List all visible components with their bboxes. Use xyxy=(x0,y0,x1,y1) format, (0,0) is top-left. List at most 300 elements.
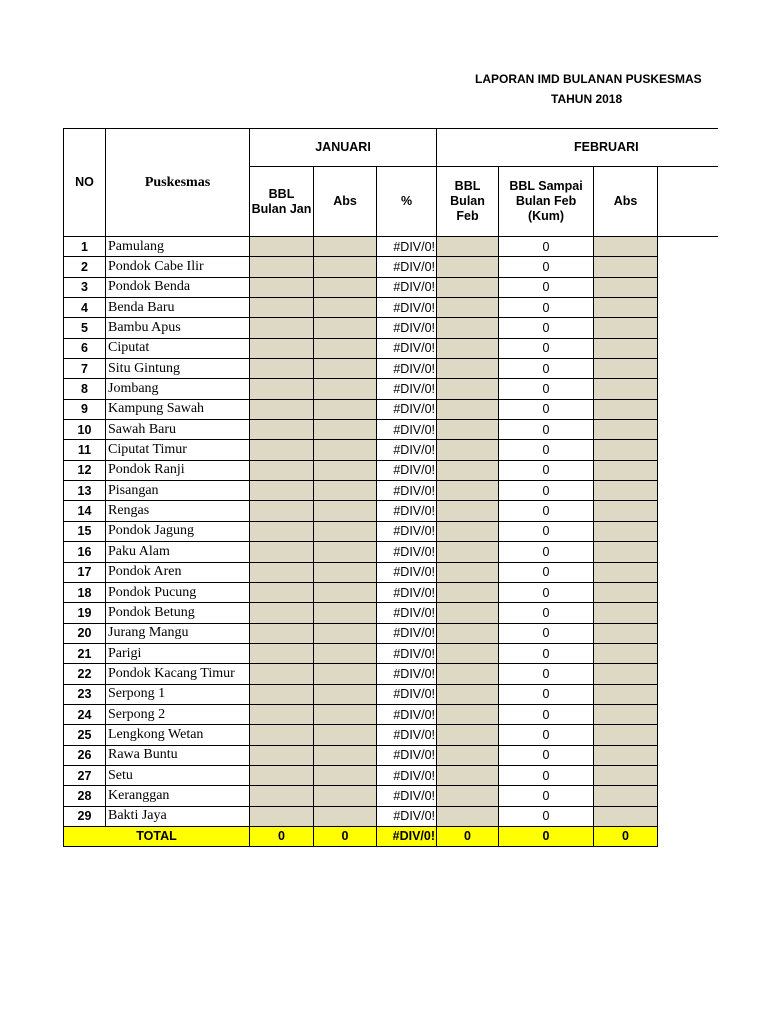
row-next-col[interactable] xyxy=(658,460,718,480)
row-puskesmas-name[interactable]: Pondok Pucung xyxy=(106,582,250,602)
row-abs-jan-input[interactable] xyxy=(314,318,377,338)
table-row xyxy=(64,643,718,663)
row-next-col[interactable] xyxy=(658,501,718,521)
row-bbl-feb-kum[interactable]: 0 xyxy=(499,643,594,663)
row-puskesmas-name[interactable]: Pamulang xyxy=(106,237,250,257)
row-pct-jan[interactable]: #DIV/0! xyxy=(377,684,437,704)
row-puskesmas-name[interactable]: Pondok Ranji xyxy=(106,460,250,480)
row-next-col[interactable] xyxy=(658,277,718,297)
row-bbl-feb-kum[interactable]: 0 xyxy=(499,359,594,379)
row-bbl-feb-input[interactable] xyxy=(437,379,499,399)
row-bbl-feb-kum[interactable]: 0 xyxy=(499,501,594,521)
row-bbl-feb-kum[interactable]: 0 xyxy=(499,765,594,785)
row-next-col[interactable] xyxy=(658,237,718,257)
row-abs-jan-input[interactable] xyxy=(314,298,377,318)
row-bbl-feb-input[interactable] xyxy=(437,745,499,765)
row-no[interactable]: 26 xyxy=(64,745,106,765)
row-abs-jan-input[interactable] xyxy=(314,684,377,704)
row-next-col[interactable] xyxy=(658,725,718,745)
row-pct-jan[interactable]: #DIV/0! xyxy=(377,460,437,480)
row-puskesmas-name[interactable]: Pondok Aren xyxy=(106,562,250,582)
row-abs-jan-input[interactable] xyxy=(314,704,377,724)
row-bbl-jan-input[interactable] xyxy=(250,237,314,257)
row-pct-jan[interactable]: #DIV/0! xyxy=(377,603,437,623)
row-bbl-jan-input[interactable] xyxy=(250,623,314,643)
row-bbl-feb-input[interactable] xyxy=(437,765,499,785)
row-pct-jan[interactable]: #DIV/0! xyxy=(377,664,437,684)
row-bbl-feb-kum[interactable]: 0 xyxy=(499,521,594,541)
table-row xyxy=(64,765,718,785)
row-abs-jan-input[interactable] xyxy=(314,338,377,358)
row-pct-jan[interactable]: #DIV/0! xyxy=(377,725,437,745)
row-pct-jan[interactable]: #DIV/0! xyxy=(377,582,437,602)
row-puskesmas-name[interactable]: Serpong 1 xyxy=(106,684,250,704)
row-abs-jan-input[interactable] xyxy=(314,603,377,623)
row-abs-feb-input[interactable] xyxy=(594,684,658,704)
row-no[interactable]: 22 xyxy=(64,664,106,684)
table-row xyxy=(64,542,718,562)
row-abs-feb-input[interactable] xyxy=(594,725,658,745)
row-puskesmas-name[interactable]: Pisangan xyxy=(106,481,250,501)
row-no[interactable]: 13 xyxy=(64,481,106,501)
row-abs-jan-input[interactable] xyxy=(314,664,377,684)
row-puskesmas-name[interactable]: Jombang xyxy=(106,379,250,399)
row-bbl-feb-input[interactable] xyxy=(437,725,499,745)
report-title: LAPORAN IMD BULANAN PUSKESMAS xyxy=(475,72,702,86)
row-next-col[interactable] xyxy=(658,399,718,419)
row-next-col[interactable] xyxy=(658,623,718,643)
row-no[interactable]: 28 xyxy=(64,786,106,806)
row-no[interactable]: 18 xyxy=(64,582,106,602)
header-puskesmas: Puskesmas xyxy=(106,129,250,237)
row-bbl-feb-input[interactable] xyxy=(437,704,499,724)
row-next-col[interactable] xyxy=(658,359,718,379)
row-next-col[interactable] xyxy=(658,582,718,602)
row-bbl-feb-kum[interactable]: 0 xyxy=(499,338,594,358)
row-puskesmas-name[interactable]: Kampung Sawah xyxy=(106,399,250,419)
row-next-col[interactable] xyxy=(658,562,718,582)
row-no[interactable]: 3 xyxy=(64,277,106,297)
row-bbl-feb-input[interactable] xyxy=(437,603,499,623)
row-abs-feb-input[interactable] xyxy=(594,643,658,663)
row-next-col[interactable] xyxy=(658,420,718,440)
total-abs-feb[interactable]: 0 xyxy=(594,826,658,846)
row-abs-feb-input[interactable] xyxy=(594,318,658,338)
row-pct-jan[interactable]: #DIV/0! xyxy=(377,257,437,277)
row-pct-jan[interactable]: #DIV/0! xyxy=(377,623,437,643)
row-pct-jan[interactable]: #DIV/0! xyxy=(377,379,437,399)
row-bbl-jan-input[interactable] xyxy=(250,501,314,521)
row-bbl-jan-input[interactable] xyxy=(250,643,314,663)
row-bbl-feb-kum[interactable]: 0 xyxy=(499,582,594,602)
row-bbl-feb-input[interactable] xyxy=(437,643,499,663)
row-bbl-feb-kum[interactable]: 0 xyxy=(499,725,594,745)
row-pct-jan[interactable]: #DIV/0! xyxy=(377,399,437,419)
row-bbl-jan-input[interactable] xyxy=(250,542,314,562)
row-puskesmas-name[interactable]: Setu xyxy=(106,765,250,785)
row-abs-jan-input[interactable] xyxy=(314,765,377,785)
row-abs-feb-input[interactable] xyxy=(594,582,658,602)
header-bbl-feb: BBL Bulan Feb xyxy=(437,167,499,237)
row-abs-jan-input[interactable] xyxy=(314,237,377,257)
row-puskesmas-name[interactable]: Rengas xyxy=(106,501,250,521)
row-no[interactable]: 20 xyxy=(64,623,106,643)
row-pct-jan[interactable]: #DIV/0! xyxy=(377,806,437,826)
row-bbl-feb-input[interactable] xyxy=(437,481,499,501)
row-bbl-feb-kum[interactable]: 0 xyxy=(499,237,594,257)
row-next-col[interactable] xyxy=(658,765,718,785)
header-februari: FEBRUARI xyxy=(437,129,718,167)
header-no: NO xyxy=(64,129,106,237)
row-puskesmas-name[interactable]: Pondok Betung xyxy=(106,603,250,623)
row-bbl-feb-input[interactable] xyxy=(437,420,499,440)
row-bbl-jan-input[interactable] xyxy=(250,359,314,379)
row-abs-feb-input[interactable] xyxy=(594,806,658,826)
row-puskesmas-name[interactable]: Ciputat xyxy=(106,338,250,358)
row-abs-jan-input[interactable] xyxy=(314,786,377,806)
row-no[interactable]: 1 xyxy=(64,237,106,257)
row-next-col[interactable] xyxy=(658,481,718,501)
row-pct-jan[interactable]: #DIV/0! xyxy=(377,501,437,521)
row-abs-jan-input[interactable] xyxy=(314,481,377,501)
row-bbl-feb-kum[interactable]: 0 xyxy=(499,562,594,582)
row-pct-jan[interactable]: #DIV/0! xyxy=(377,481,437,501)
row-bbl-feb-kum[interactable]: 0 xyxy=(499,542,594,562)
row-no[interactable]: 12 xyxy=(64,460,106,480)
row-puskesmas-name[interactable]: Bakti Jaya xyxy=(106,806,250,826)
table-row xyxy=(64,298,718,318)
row-abs-feb-input[interactable] xyxy=(594,623,658,643)
row-abs-jan-input[interactable] xyxy=(314,643,377,663)
row-abs-jan-input[interactable] xyxy=(314,277,377,297)
row-next-col[interactable] xyxy=(658,379,718,399)
row-bbl-feb-kum[interactable]: 0 xyxy=(499,786,594,806)
row-bbl-jan-input[interactable] xyxy=(250,298,314,318)
row-no[interactable]: 2 xyxy=(64,257,106,277)
row-bbl-jan-input[interactable] xyxy=(250,582,314,602)
table-row xyxy=(64,623,718,643)
row-bbl-feb-input[interactable] xyxy=(437,786,499,806)
row-no[interactable]: 14 xyxy=(64,501,106,521)
row-bbl-feb-kum[interactable]: 0 xyxy=(499,318,594,338)
row-abs-feb-input[interactable] xyxy=(594,664,658,684)
row-bbl-jan-input[interactable] xyxy=(250,420,314,440)
row-next-col[interactable] xyxy=(658,298,718,318)
row-next-col[interactable] xyxy=(658,257,718,277)
row-pct-jan[interactable]: #DIV/0! xyxy=(377,704,437,724)
row-next-col[interactable] xyxy=(658,806,718,826)
table-row xyxy=(64,786,718,806)
row-bbl-feb-input[interactable] xyxy=(437,664,499,684)
row-no[interactable]: 16 xyxy=(64,542,106,562)
row-pct-jan[interactable]: #DIV/0! xyxy=(377,237,437,257)
row-no[interactable]: 4 xyxy=(64,298,106,318)
row-bbl-jan-input[interactable] xyxy=(250,257,314,277)
row-pct-jan[interactable]: #DIV/0! xyxy=(377,765,437,785)
row-bbl-feb-kum[interactable]: 0 xyxy=(499,277,594,297)
row-no[interactable]: 5 xyxy=(64,318,106,338)
row-no[interactable]: 23 xyxy=(64,684,106,704)
table-row xyxy=(64,359,718,379)
table-row xyxy=(64,277,718,297)
row-pct-jan[interactable]: #DIV/0! xyxy=(377,277,437,297)
table-row xyxy=(64,501,718,521)
row-bbl-feb-input[interactable] xyxy=(437,359,499,379)
row-no[interactable]: 15 xyxy=(64,521,106,541)
total-abs-jan[interactable]: 0 xyxy=(314,826,377,846)
row-no[interactable]: 7 xyxy=(64,359,106,379)
row-bbl-feb-kum[interactable]: 0 xyxy=(499,745,594,765)
row-bbl-feb-input[interactable] xyxy=(437,277,499,297)
row-abs-jan-input[interactable] xyxy=(314,420,377,440)
row-bbl-jan-input[interactable] xyxy=(250,379,314,399)
total-pct-jan[interactable]: #DIV/0! xyxy=(377,826,437,846)
row-puskesmas-name[interactable]: Serpong 2 xyxy=(106,704,250,724)
row-bbl-feb-input[interactable] xyxy=(437,684,499,704)
row-abs-jan-input[interactable] xyxy=(314,725,377,745)
row-pct-jan[interactable]: #DIV/0! xyxy=(377,298,437,318)
table-row xyxy=(64,603,718,623)
row-puskesmas-name[interactable]: Pondok Jagung xyxy=(106,521,250,541)
row-bbl-jan-input[interactable] xyxy=(250,664,314,684)
row-pct-jan[interactable]: #DIV/0! xyxy=(377,318,437,338)
row-bbl-feb-input[interactable] xyxy=(437,806,499,826)
row-abs-jan-input[interactable] xyxy=(314,562,377,582)
row-bbl-jan-input[interactable] xyxy=(250,277,314,297)
row-pct-jan[interactable]: #DIV/0! xyxy=(377,338,437,358)
row-abs-feb-input[interactable] xyxy=(594,501,658,521)
total-next-col xyxy=(658,826,718,846)
row-pct-jan[interactable]: #DIV/0! xyxy=(377,786,437,806)
table-row xyxy=(64,521,718,541)
row-bbl-feb-input[interactable] xyxy=(437,521,499,541)
row-abs-feb-input[interactable] xyxy=(594,379,658,399)
row-bbl-jan-input[interactable] xyxy=(250,806,314,826)
row-abs-feb-input[interactable] xyxy=(594,460,658,480)
row-no[interactable]: 27 xyxy=(64,765,106,785)
row-no[interactable]: 17 xyxy=(64,562,106,582)
row-puskesmas-name[interactable]: Pondok Cabe Ilir xyxy=(106,257,250,277)
row-pct-jan[interactable]: #DIV/0! xyxy=(377,420,437,440)
row-bbl-feb-kum[interactable]: 0 xyxy=(499,603,594,623)
total-row xyxy=(64,826,718,846)
report-year: TAHUN 2018 xyxy=(551,92,623,106)
row-pct-jan[interactable]: #DIV/0! xyxy=(377,440,437,460)
row-next-col[interactable] xyxy=(658,542,718,562)
row-bbl-jan-input[interactable] xyxy=(250,765,314,785)
row-abs-jan-input[interactable] xyxy=(314,379,377,399)
row-bbl-feb-input[interactable] xyxy=(437,460,499,480)
row-bbl-feb-input[interactable] xyxy=(437,399,499,419)
row-puskesmas-name[interactable]: Pondok Benda xyxy=(106,277,250,297)
row-bbl-feb-input[interactable] xyxy=(437,623,499,643)
row-bbl-jan-input[interactable] xyxy=(250,481,314,501)
row-bbl-feb-input[interactable] xyxy=(437,298,499,318)
table-row xyxy=(64,379,718,399)
row-next-col[interactable] xyxy=(658,440,718,460)
row-bbl-jan-input[interactable] xyxy=(250,460,314,480)
row-no[interactable]: 11 xyxy=(64,440,106,460)
row-abs-jan-input[interactable] xyxy=(314,440,377,460)
row-abs-jan-input[interactable] xyxy=(314,257,377,277)
row-bbl-feb-kum[interactable]: 0 xyxy=(499,460,594,480)
total-bbl-feb-kum[interactable]: 0 xyxy=(499,826,594,846)
row-puskesmas-name[interactable]: Situ Gintung xyxy=(106,359,250,379)
row-no[interactable]: 8 xyxy=(64,379,106,399)
row-bbl-feb-input[interactable] xyxy=(437,338,499,358)
row-bbl-feb-kum[interactable]: 0 xyxy=(499,379,594,399)
row-pct-jan[interactable]: #DIV/0! xyxy=(377,643,437,663)
row-no[interactable]: 24 xyxy=(64,704,106,724)
row-no[interactable]: 19 xyxy=(64,603,106,623)
row-bbl-feb-input[interactable] xyxy=(437,582,499,602)
row-abs-feb-input[interactable] xyxy=(594,704,658,724)
table-row xyxy=(64,664,718,684)
row-bbl-feb-kum[interactable]: 0 xyxy=(499,420,594,440)
row-bbl-jan-input[interactable] xyxy=(250,704,314,724)
row-abs-feb-input[interactable] xyxy=(594,562,658,582)
row-next-col[interactable] xyxy=(658,684,718,704)
row-bbl-jan-input[interactable] xyxy=(250,399,314,419)
row-next-col[interactable] xyxy=(658,643,718,663)
row-bbl-feb-kum[interactable]: 0 xyxy=(499,440,594,460)
header-abs-jan: Abs xyxy=(314,167,377,237)
row-pct-jan[interactable]: #DIV/0! xyxy=(377,745,437,765)
row-no[interactable]: 6 xyxy=(64,338,106,358)
row-no[interactable]: 29 xyxy=(64,806,106,826)
row-abs-feb-input[interactable] xyxy=(594,237,658,257)
row-abs-jan-input[interactable] xyxy=(314,460,377,480)
row-abs-feb-input[interactable] xyxy=(594,603,658,623)
row-pct-jan[interactable]: #DIV/0! xyxy=(377,562,437,582)
row-next-col[interactable] xyxy=(658,745,718,765)
total-bbl-feb[interactable]: 0 xyxy=(437,826,499,846)
row-puskesmas-name[interactable]: Pondok Kacang Timur xyxy=(106,664,250,684)
row-bbl-jan-input[interactable] xyxy=(250,562,314,582)
row-bbl-feb-input[interactable] xyxy=(437,237,499,257)
row-no[interactable]: 10 xyxy=(64,420,106,440)
table-row xyxy=(64,257,718,277)
row-puskesmas-name[interactable]: Lengkong Wetan xyxy=(106,725,250,745)
row-abs-feb-input[interactable] xyxy=(594,521,658,541)
row-bbl-feb-kum[interactable]: 0 xyxy=(499,806,594,826)
row-no[interactable]: 25 xyxy=(64,725,106,745)
row-bbl-feb-kum[interactable]: 0 xyxy=(499,664,594,684)
row-puskesmas-name[interactable]: Benda Baru xyxy=(106,298,250,318)
row-abs-feb-input[interactable] xyxy=(594,420,658,440)
row-next-col[interactable] xyxy=(658,318,718,338)
table-row xyxy=(64,725,718,745)
row-no[interactable]: 21 xyxy=(64,643,106,663)
row-next-col[interactable] xyxy=(658,704,718,724)
row-bbl-feb-input[interactable] xyxy=(437,501,499,521)
row-abs-feb-input[interactable] xyxy=(594,399,658,419)
row-bbl-feb-kum[interactable]: 0 xyxy=(499,298,594,318)
row-abs-jan-input[interactable] xyxy=(314,399,377,419)
row-abs-feb-input[interactable] xyxy=(594,338,658,358)
row-puskesmas-name[interactable]: Paku Alam xyxy=(106,542,250,562)
row-abs-feb-input[interactable] xyxy=(594,440,658,460)
row-abs-feb-input[interactable] xyxy=(594,257,658,277)
row-abs-jan-input[interactable] xyxy=(314,359,377,379)
row-bbl-feb-input[interactable] xyxy=(437,562,499,582)
table-row xyxy=(64,420,718,440)
table-row xyxy=(64,440,718,460)
total-bbl-jan[interactable]: 0 xyxy=(250,826,314,846)
row-bbl-jan-input[interactable] xyxy=(250,318,314,338)
row-abs-jan-input[interactable] xyxy=(314,582,377,602)
row-bbl-feb-input[interactable] xyxy=(437,318,499,338)
row-abs-jan-input[interactable] xyxy=(314,521,377,541)
header-abs-feb: Abs xyxy=(594,167,658,237)
row-abs-feb-input[interactable] xyxy=(594,277,658,297)
row-puskesmas-name[interactable]: Parigi xyxy=(106,643,250,663)
row-bbl-feb-kum[interactable]: 0 xyxy=(499,481,594,501)
row-bbl-feb-kum[interactable]: 0 xyxy=(499,399,594,419)
row-abs-jan-input[interactable] xyxy=(314,745,377,765)
row-bbl-jan-input[interactable] xyxy=(250,745,314,765)
row-abs-jan-input[interactable] xyxy=(314,501,377,521)
row-bbl-jan-input[interactable] xyxy=(250,684,314,704)
row-abs-feb-input[interactable] xyxy=(594,765,658,785)
row-bbl-feb-kum[interactable]: 0 xyxy=(499,704,594,724)
table-row xyxy=(64,562,718,582)
table-row xyxy=(64,806,718,826)
row-abs-jan-input[interactable] xyxy=(314,806,377,826)
row-bbl-feb-input[interactable] xyxy=(437,257,499,277)
row-puskesmas-name[interactable]: Keranggan xyxy=(106,786,250,806)
row-bbl-jan-input[interactable] xyxy=(250,338,314,358)
row-pct-jan[interactable]: #DIV/0! xyxy=(377,359,437,379)
row-next-col[interactable] xyxy=(658,786,718,806)
row-bbl-jan-input[interactable] xyxy=(250,786,314,806)
row-abs-feb-input[interactable] xyxy=(594,298,658,318)
row-abs-jan-input[interactable] xyxy=(314,623,377,643)
row-bbl-jan-input[interactable] xyxy=(250,725,314,745)
row-next-col[interactable] xyxy=(658,603,718,623)
row-puskesmas-name[interactable]: Bambu Apus xyxy=(106,318,250,338)
row-next-col[interactable] xyxy=(658,338,718,358)
row-puskesmas-name[interactable]: Rawa Buntu xyxy=(106,745,250,765)
table-row xyxy=(64,237,718,257)
row-abs-feb-input[interactable] xyxy=(594,481,658,501)
row-bbl-jan-input[interactable] xyxy=(250,440,314,460)
row-abs-feb-input[interactable] xyxy=(594,542,658,562)
row-pct-jan[interactable]: #DIV/0! xyxy=(377,542,437,562)
row-abs-jan-input[interactable] xyxy=(314,542,377,562)
row-abs-feb-input[interactable] xyxy=(594,786,658,806)
total-label[interactable]: TOTAL xyxy=(64,826,250,846)
row-bbl-feb-kum[interactable]: 0 xyxy=(499,257,594,277)
row-puskesmas-name[interactable]: Sawah Baru xyxy=(106,420,250,440)
row-bbl-feb-input[interactable] xyxy=(437,440,499,460)
row-bbl-feb-kum[interactable]: 0 xyxy=(499,623,594,643)
row-bbl-jan-input[interactable] xyxy=(250,521,314,541)
row-next-col[interactable] xyxy=(658,664,718,684)
row-abs-feb-input[interactable] xyxy=(594,359,658,379)
table-row xyxy=(64,745,718,765)
row-pct-jan[interactable]: #DIV/0! xyxy=(377,521,437,541)
table-row xyxy=(64,338,718,358)
row-abs-feb-input[interactable] xyxy=(594,745,658,765)
row-bbl-feb-input[interactable] xyxy=(437,542,499,562)
row-next-col[interactable] xyxy=(658,521,718,541)
row-no[interactable]: 9 xyxy=(64,399,106,419)
row-puskesmas-name[interactable]: Jurang Mangu xyxy=(106,623,250,643)
row-puskesmas-name[interactable]: Ciputat Timur xyxy=(106,440,250,460)
row-bbl-feb-kum[interactable]: 0 xyxy=(499,684,594,704)
row-bbl-jan-input[interactable] xyxy=(250,603,314,623)
